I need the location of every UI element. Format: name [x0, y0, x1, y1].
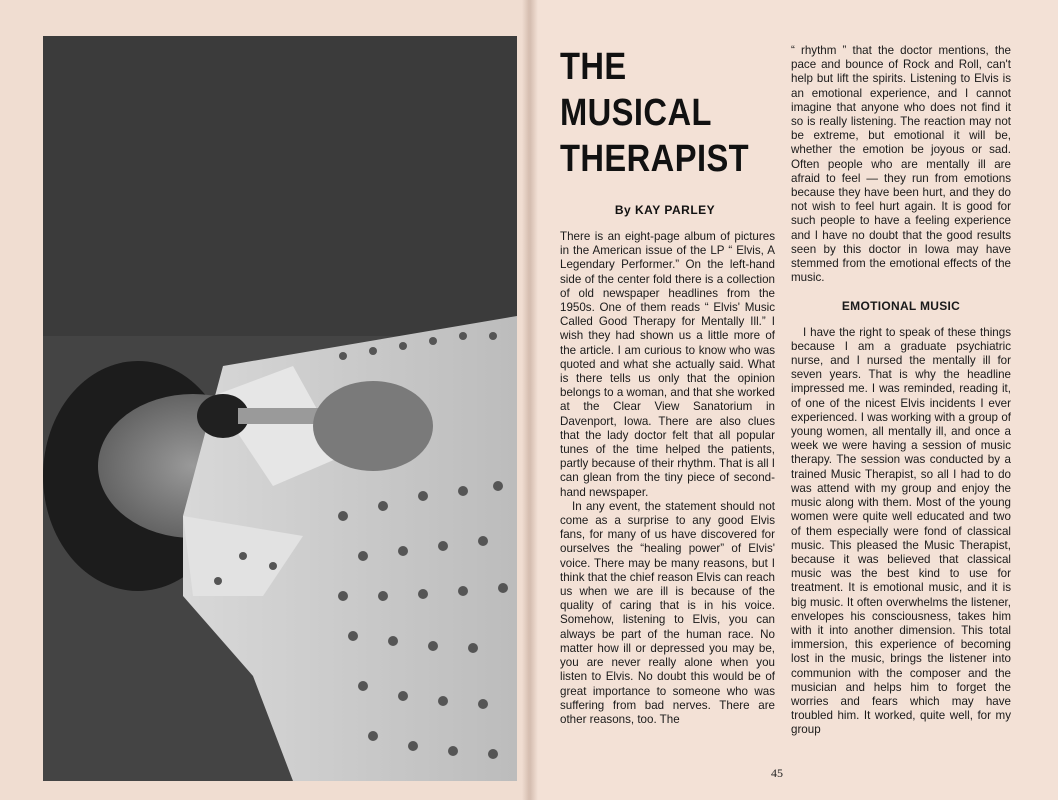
- photo-illustration: [43, 36, 517, 781]
- headline-line: THE: [560, 46, 627, 88]
- article-column-left: [560, 230, 775, 727]
- article-headline: [560, 44, 749, 182]
- paragraph: There is an eight-page album of pictures in the American issue of the LP “ Elvis, A Legendary Performer.” On the left-hand side of the center fold there is a collection of old newspaper headlines from the 1950s. One of them reads “ Elvis' Music Called Good Therapy for Mentally Ill.” I wish they had shown us a little more of the article. I am curious to know who was quoted and what she actually said. What is there tells us only that the opinion belongs to a woman, and that she worked at the Clear View Sanatorium in Davenport, Iowa. There are also clues that the lady doctor felt that all popular tunes of the time helped the patients, partly because of their rhythm. That is all I can glean from the tiny piece of second-hand newspaper.: [560, 230, 776, 499]
- article-column-right: [791, 44, 1011, 738]
- paragraph: I have the right to speak of these things because I am a graduate psychiatric nurse, and I nursed the mentally ill for seven years. That is why the headline impressed me. I was reminded, reading it, of one of the nicest Elvis incidents I ever experienced. I was working with a group of young women, all mentally ill, and once a week we were having a session of music therapy. The session was conducted by a trained Music Therapist, so all I had to do was attend with my group and enjoy the music along with them. Most of the young women were quite well educated and two of them especially were fond of classical music. This pleased the Music Therapist, because it was believed that classical music was the best kind to use for treatment. It is emotional music, and it is big music. It often overwhelms the listener, envelopes his consciousness, takes him with it into another dimension. This total immersion, this experience of becoming lost in the music, brings the listener into communion with the composer and the musician and helps him to forget the worries and fears which may have troubled him. It worked, quite well, for my group: [791, 325, 1011, 737]
- elvis-photo: [43, 36, 517, 781]
- headline-line: MUSICAL: [560, 92, 712, 134]
- headline-line: THERAPIST: [560, 138, 750, 180]
- paragraph: “ rhythm ” that the doctor mentions, the pace and bounce of Rock and Roll, can't help but lift the spirits. Listening to Elvis is an emotional experience, and I cannot imagine that anyone who does not find it so is really listening. The reaction may not be extreme, but emotional it will be, whether the emotion be joyous or sad. Often people who are mentally ill are afraid to feel — they run from emotions because they have been hurt, and they do not wish to feel hurt again. It is good for such people to have a feeling experience and I have no doubt that the good results seen by this doctor in Iowa may have stemmed from the emotional effects of the music.: [791, 44, 1011, 285]
- section-subhead: EMOTIONAL MUSIC: [841, 299, 961, 314]
- paragraph: In any event, the statement should not come as a surprise to any good Elvis fans, for many of us have discovered for ourselves the “healing power” of Elvis' voice. There may be many reasons, but I think that the chief reason Elvis can reach us when we are ill is because of the quality of caring that is in his voice. Somehow, listening to Elvis, you can always be part of the human race. No matter how ill or depressed you may be, you are never really alone when you listen to Elvis. No doubt this would be of great importance to someone who was suffering from bad nerves. There are other reasons, too. The: [560, 499, 775, 726]
- byline: By KAY PARLEY: [614, 203, 716, 217]
- page-number: 45: [771, 766, 783, 780]
- page-gutter: [522, 0, 538, 800]
